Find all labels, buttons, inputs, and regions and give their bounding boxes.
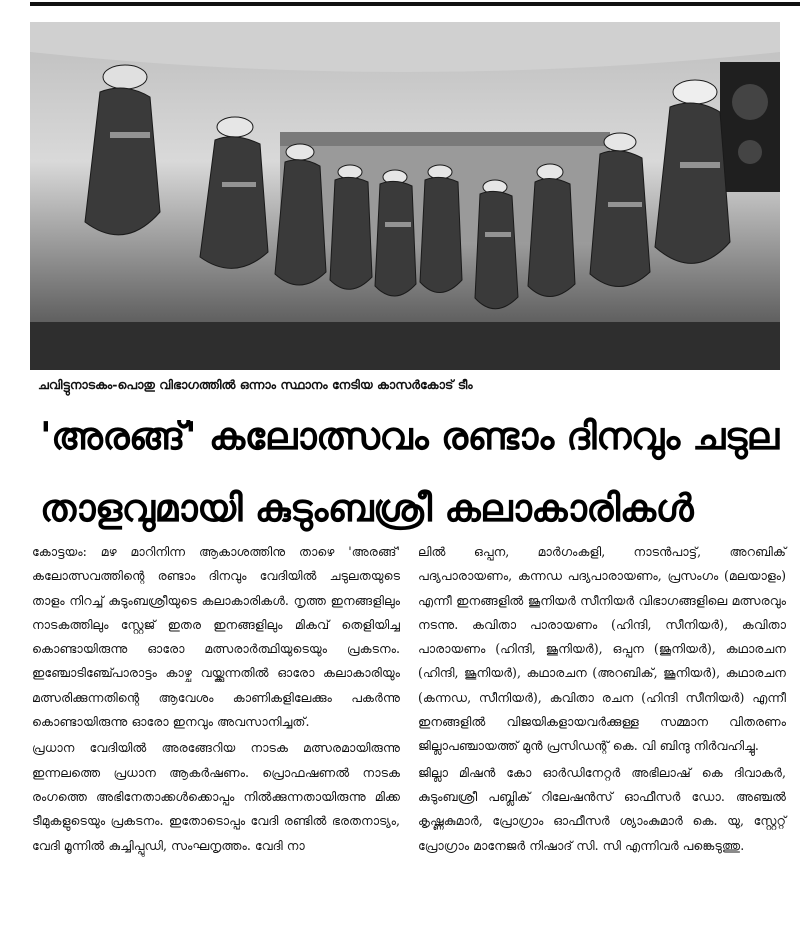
body-paragraph: ജില്ലാ മിഷൻ കോ ഓർഡിനേറ്റർ അഭിലാഷ് കെ ദിവാകർ, കുടുംബശ്രീ പബ്ലിക് റിലേഷൻസ് ഓഫീസർ ഡോ. അഞ്ചൽ കൃഷ്ണകുമാർ, പ്രോഗ്രാം ഓഫീസർ ശ്യാംകുമാർ കെ. യു, സ്റ്റേറ്റ് പ്രോഗ്രാം മാനേജർ നിഷാദ് സി. സി എന്നിവർ പങ്കെടുത്തു. bbox=[418, 764, 786, 853]
top-rule bbox=[30, 2, 800, 6]
article-headline bbox=[40, 400, 780, 544]
article-column-right bbox=[418, 540, 786, 858]
body-paragraph: കോട്ടയം: മഴ മാറിനിന്ന ആകാശത്തിനു താഴെ 'അരങ്ങ്' കലോത്സവത്തിന്റെ രണ്ടാം ദിനവും വേദിയിൽ ചടുലതയുടെ താളം നിറച്ച് കുടുംബശ്രീയുടെ കലാകാരികൾ. നൃത്ത ഇനങ്ങളിലും നാടകത്തിലും സ്റ്റേജ് ഇതര ഇനങ്ങളിലും മികവ് തെളിയിച്ച കൊണ്ടായിരുന്നു ഓരോ മത്സരാർത്ഥിയുടെയും പ്രകടനം. ഇഞ്ചോടിഞ്ച്പോരാട്ടം കാഴ്ച വയ്ക്കുന്നതിൽ ഓരോ കലാകാരിയും മത്സരിക്കുന്നതിന്റെ ആവേശം കാണികളിലേക്കും പകർന്നു കൊണ്ടായിരുന്നു ഓരോ ഇനവും അവസാനിച്ചത്. bbox=[32, 544, 400, 730]
article-column-left bbox=[32, 540, 400, 858]
performance-photo bbox=[30, 22, 780, 370]
headline-line-2: താളവുമായി കുടുംബശ്രീ കലാകാരികൾ bbox=[40, 486, 694, 530]
body-paragraph: പ്രധാന വേദിയിൽ അരങ്ങേറിയ നാടക മത്സരമായിരുന്നു ഇന്നലത്തെ പ്രധാന ആകർഷണം. പ്രൊഫഷണൽ നാടക രംഗത്തെ അഭിനേതാക്കൾക്കൊപ്പം നിൽക്കുന്നതായിരുന്നു മിക്ക ടീമുകളുടെയും പ്രകടനം. ഇതോടൊപ്പം വേദി രണ്ടിൽ ഭരതനാട്യം, വേദി മൂന്നിൽ കുച്ചിപ്പുഡി, സംഘനൃത്തം. വേദി നാ bbox=[32, 740, 400, 853]
stage-performers-illustration bbox=[30, 22, 780, 370]
headline-line-1: 'അരങ്ങ്' കലോത്സവം രണ്ടാം ദിനവും ചടുല bbox=[40, 414, 779, 458]
body-paragraph: ലിൽ ഒപ്പന, മാർഗംകളി, നാടൻപാട്ട്, അറബിക് പദ്യപാരായണം, കന്നഡ പദ്യപാരായണം, പ്രസംഗം (മലയാളം) എന്നീ ഇനങ്ങളിൽ ജൂനിയർ സീനിയർ വിഭാഗങ്ങളിലെ മത്സരവും നടന്നു. കവിതാ പാരായണം (ഹിന്ദി, സീനിയർ), കവിതാ പാരായണം (ഹിന്ദി, ജൂനിയർ), ഒപ്പന (ജൂനിയർ), കഥാരചന (ഹിന്ദി, ജൂനിയർ), കഥാരചന (അറബിക്, ജൂനിയർ), കഥാരചന (കന്നഡ, സീനിയർ), കവിതാ രചന (ഹിന്ദി സീനിയർ) എന്നീ ഇനങ്ങളിൽ വിജയികളായവർക്കുള്ള സമ്മാന വിതരണം ജില്ലാപഞ്ചായത്ത് മുൻ പ്രസിഡന്റ് കെ. വി ബിന്ദു നിർവഹിച്ചു. bbox=[418, 544, 786, 754]
photo-caption: ചവിട്ടുനാടകം-പൊതു വിഭാഗത്തിൽ ഒന്നാം സ്ഥാനം നേടിയ കാസർകോട് ടീം bbox=[38, 377, 473, 392]
